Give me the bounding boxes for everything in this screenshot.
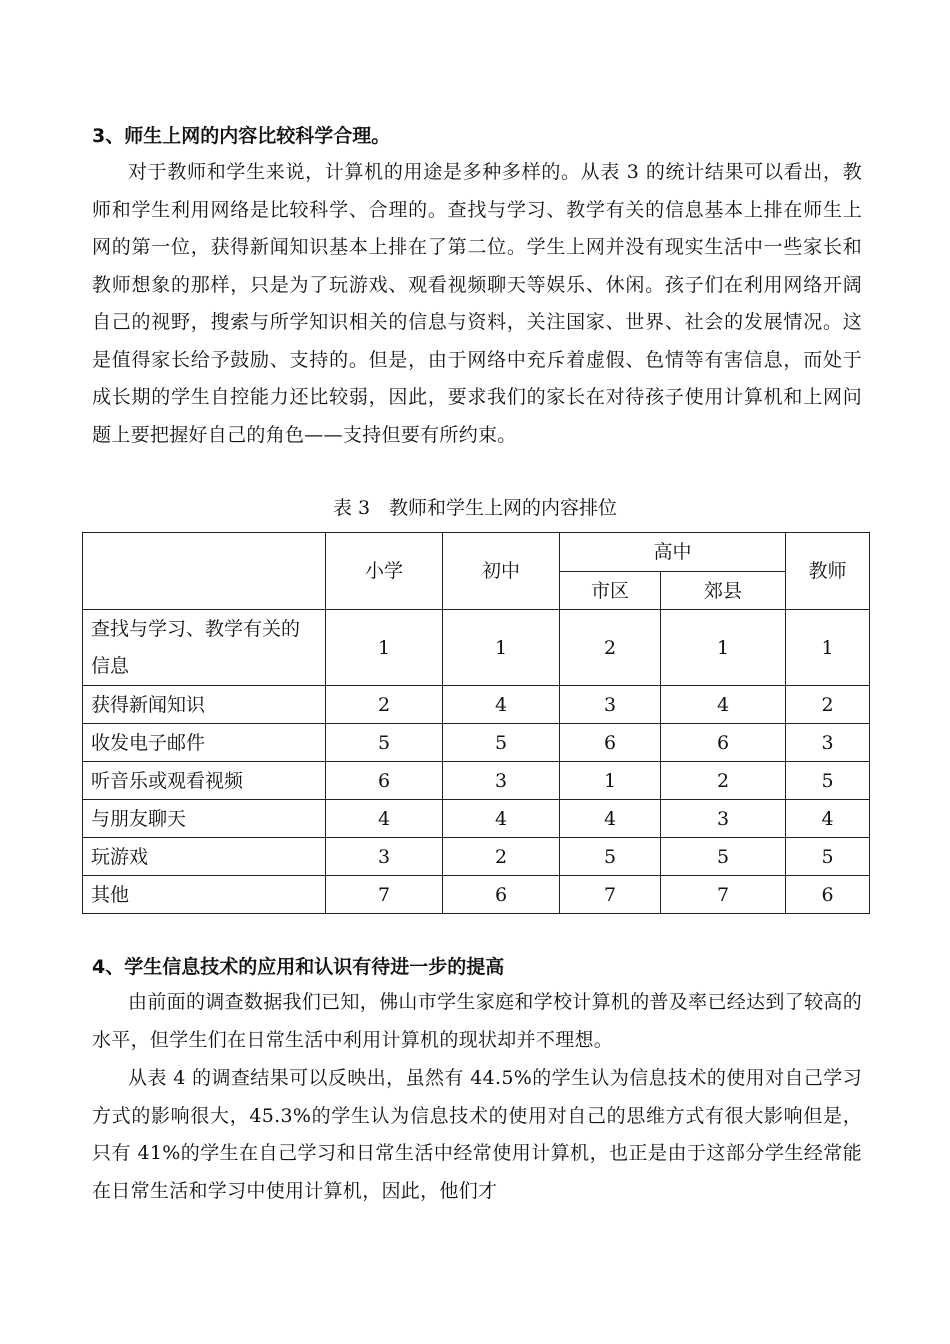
table-row xyxy=(83,686,870,724)
header-junior: 初中 xyxy=(443,533,560,610)
cell-junior: 6 xyxy=(443,876,560,914)
cell-urban: 3 xyxy=(560,686,661,724)
header-teacher: 教师 xyxy=(786,533,870,610)
cell-county: 7 xyxy=(661,876,786,914)
cell-teacher: 5 xyxy=(786,838,870,876)
cell-teacher: 5 xyxy=(786,762,870,800)
row-label: 其他 xyxy=(83,876,326,914)
cell-county: 6 xyxy=(661,724,786,762)
cell-urban: 2 xyxy=(560,610,661,686)
header-urban: 市区 xyxy=(560,572,661,610)
cell-teacher: 6 xyxy=(786,876,870,914)
cell-primary: 5 xyxy=(326,724,443,762)
cell-teacher: 4 xyxy=(786,800,870,838)
row-label: 与朋友聊天 xyxy=(83,800,326,838)
table-corner-cell xyxy=(83,533,326,610)
section-4-paragraph-1: 由前面的调查数据我们已知，佛山市学生家庭和学校计算机的普及率已经达到了较高的水平，但学生们在日常生活中利用计算机的现状却并不理想。 xyxy=(92,991,862,1051)
cell-county: 3 xyxy=(661,800,786,838)
cell-county: 2 xyxy=(661,762,786,800)
cell-county: 4 xyxy=(661,686,786,724)
section-4-heading: 4、学生信息技术的应用和认识有待进一步的提高 xyxy=(92,956,505,978)
table-row xyxy=(83,724,870,762)
cell-teacher: 1 xyxy=(786,610,870,686)
cell-junior: 4 xyxy=(443,686,560,724)
cell-primary: 2 xyxy=(326,686,443,724)
cell-teacher: 3 xyxy=(786,724,870,762)
cell-junior: 4 xyxy=(443,800,560,838)
section-3-paragraph: 对于教师和学生来说，计算机的用途是多种多样的。从表 3 的统计结果可以看出，教师和学生利用网络是比较科学、合理的。查找与学习、教学有关的信息基本上排在师生上网的第一位，获得新闻知识基本上排在了第二位。学生上网并没有现实生活中一些家长和教师想象的那样，只是为了玩游戏、观看视频聊天等娱乐、休闲。孩子们在利用网络开阔自己的视野，搜索与所学知识相关的信息与资料，关注国家、世界、社会的发展情况。这是值得家长给予鼓励、支持的。但是，由于网络中充斥着虚假、色情等有害信息，而处于成长期的学生自控能力还比较弱，因此，要求我们的家长在对待孩子使用计算机和上网问题上要把握好自己的角色——支持但要有所约束。 xyxy=(92,161,862,446)
cell-junior: 1 xyxy=(443,610,560,686)
row-label: 获得新闻知识 xyxy=(83,686,326,724)
cell-junior: 3 xyxy=(443,762,560,800)
header-senior: 高中 xyxy=(560,533,786,572)
cell-urban: 1 xyxy=(560,762,661,800)
table-3 xyxy=(82,532,870,914)
table-header-row xyxy=(83,533,870,572)
row-label: 听音乐或观看视频 xyxy=(83,762,326,800)
row-label: 玩游戏 xyxy=(83,838,326,876)
cell-primary: 3 xyxy=(326,838,443,876)
cell-teacher: 2 xyxy=(786,686,870,724)
cell-junior: 5 xyxy=(443,724,560,762)
row-label: 查找与学习、教学有关的信息 xyxy=(83,610,326,686)
cell-primary: 7 xyxy=(326,876,443,914)
table-row xyxy=(83,800,870,838)
cell-primary: 1 xyxy=(326,610,443,686)
table-row xyxy=(83,762,870,800)
cell-urban: 4 xyxy=(560,800,661,838)
header-county: 郊县 xyxy=(661,572,786,610)
cell-primary: 6 xyxy=(326,762,443,800)
table-row xyxy=(83,876,870,914)
section-4-paragraph-2: 从表 4 的调查结果可以反映出，虽然有 44.5%的学生认为信息技术的使用对自己学习方式的影响很大，45.3%的学生认为信息技术的使用对自己的思维方式有很大影响但是，只有 41%的学生在自己学习和日常生活中经常使用计算机，也正是由于这部分学生经常能在日常生活和学习中使用计算机，因此，他们才 xyxy=(92,1067,862,1202)
row-label: 收发电子邮件 xyxy=(83,724,326,762)
cell-junior: 2 xyxy=(443,838,560,876)
table-row xyxy=(83,838,870,876)
table-3-caption: 表 3 教师和学生上网的内容排位 xyxy=(332,497,618,519)
cell-county: 5 xyxy=(661,838,786,876)
header-primary: 小学 xyxy=(326,533,443,610)
section-3-heading: 3、师生上网的内容比较科学合理。 xyxy=(92,125,391,147)
cell-primary: 4 xyxy=(326,800,443,838)
cell-county: 1 xyxy=(661,610,786,686)
table-row xyxy=(83,610,870,686)
cell-urban: 5 xyxy=(560,838,661,876)
cell-urban: 6 xyxy=(560,724,661,762)
cell-urban: 7 xyxy=(560,876,661,914)
